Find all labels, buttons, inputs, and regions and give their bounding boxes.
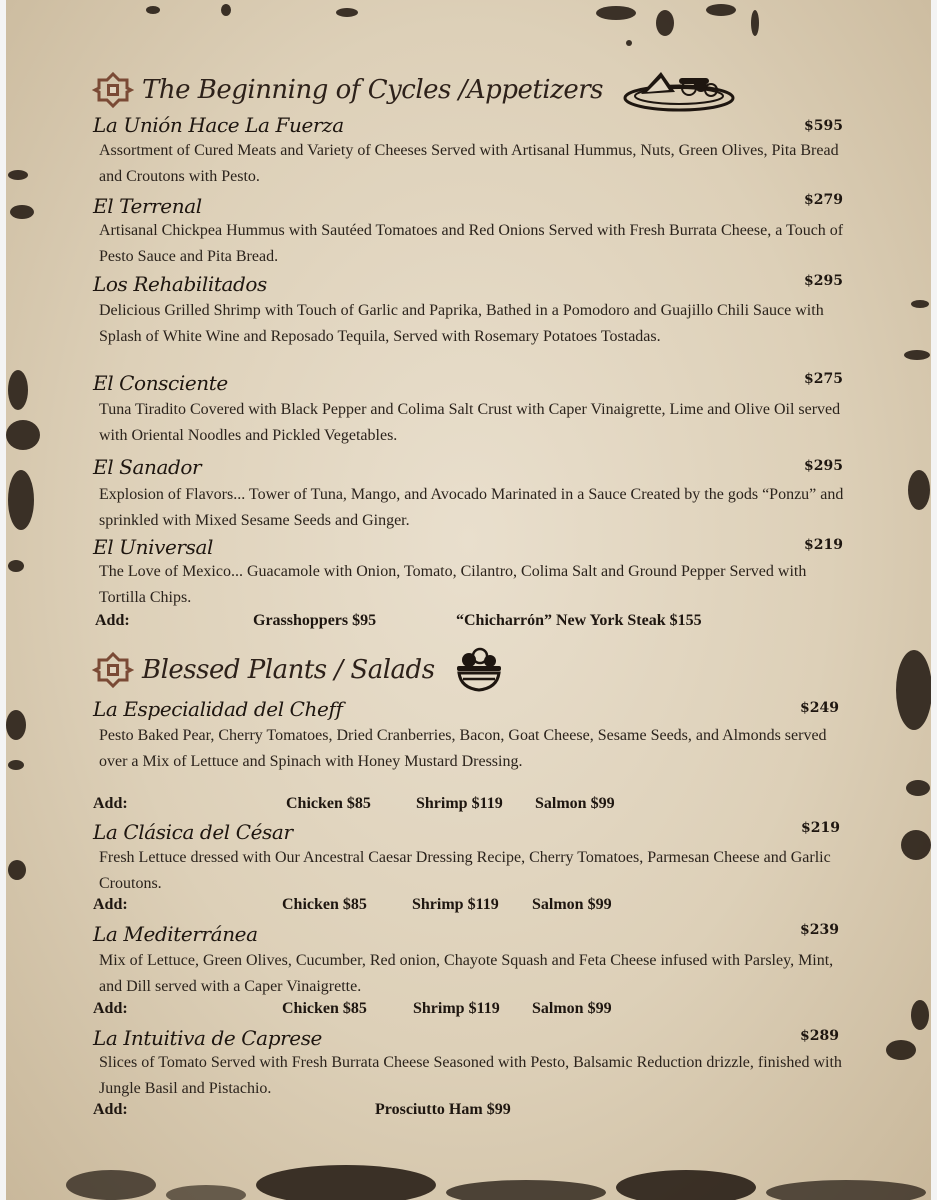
item-price: $595 bbox=[804, 118, 843, 134]
item-name: El Consciente bbox=[93, 371, 228, 395]
item-price: $279 bbox=[804, 192, 843, 208]
salads-header bbox=[92, 646, 505, 694]
add-option: Shrimp $119 bbox=[416, 795, 503, 812]
item-name: El Sanador bbox=[93, 455, 202, 479]
menu-page bbox=[6, 0, 931, 1200]
item-name: La Intuitiva de Caprese bbox=[93, 1026, 322, 1050]
salad-bowl-icon bbox=[453, 646, 505, 694]
add-option: Chicken $85 bbox=[286, 795, 371, 812]
item-price: $289 bbox=[800, 1028, 839, 1044]
item-name: La Especialidad del Cheff bbox=[93, 697, 343, 721]
appetizer-platter-icon bbox=[621, 66, 737, 114]
item-name: Los Rehabilitados bbox=[93, 272, 267, 296]
add-option: Chicken $85 bbox=[282, 1000, 367, 1017]
item-name: El Universal bbox=[93, 535, 213, 559]
item-name: La Unión Hace La Fuerza bbox=[93, 113, 344, 137]
add-label: Add: bbox=[95, 612, 130, 629]
add-option: Salmon $99 bbox=[532, 896, 612, 913]
item-description: Artisanal Chickpea Hummus with Sautéed Tomatoes and Red Onions Served with Fresh Burrata Cheese, a Touch of Pesto Sauce and Pita Bread. bbox=[99, 222, 844, 265]
add-option: Chicken $85 bbox=[282, 896, 367, 913]
add-label: Add: bbox=[93, 1101, 128, 1118]
item-price: $239 bbox=[800, 922, 839, 938]
section-title: The Beginning of Cycles /Appetizers bbox=[142, 75, 603, 105]
item-description: Slices of Tomato Served with Fresh Burrata Cheese Seasoned with Pesto, Balsamic Reduction drizzle, finished with Jungle Basil and Pistachio. bbox=[99, 1054, 842, 1097]
page-edge-left bbox=[0, 0, 6, 1200]
add-option: Salmon $99 bbox=[532, 1000, 612, 1017]
add-option: Shrimp $119 bbox=[412, 896, 499, 913]
add-option: Salmon $99 bbox=[535, 795, 615, 812]
page-edge-right bbox=[931, 0, 937, 1200]
item-description: Explosion of Flavors... Tower of Tuna, Mango, and Avocado Marinated in a Sauce Created by the gods “Ponzu” and sprinkled with Mixed Sesame Seeds and Ginger. bbox=[99, 486, 844, 529]
add-label: Add: bbox=[93, 896, 128, 913]
section-title: Blessed Plants / Salads bbox=[142, 655, 435, 685]
item-name: El Terrenal bbox=[93, 194, 202, 218]
add-option: Prosciutto Ham $99 bbox=[375, 1101, 511, 1118]
item-price: $249 bbox=[800, 700, 839, 716]
add-label: Add: bbox=[93, 1000, 128, 1017]
aztec-ornament-icon bbox=[92, 651, 134, 689]
item-price: $275 bbox=[804, 371, 843, 387]
aztec-ornament-icon bbox=[92, 71, 134, 109]
item-description: Delicious Grilled Shrimp with Touch of Garlic and Paprika, Bathed in a Pomodoro and Guajillo Chili Sauce with Splash of White Wine and Reposado Tequila, Served with Rosemary Potatoes Tostadas. bbox=[99, 302, 824, 345]
item-description: Tuna Tiradito Covered with Black Pepper and Colima Salt Crust with Caper Vinaigrette, Lime and Olive Oil served with Oriental Noodles and Pickled Vegetables. bbox=[99, 401, 841, 444]
item-description: Pesto Baked Pear, Cherry Tomatoes, Dried Cranberries, Bacon, Goat Cheese, Sesame Seeds, and Almonds served over a Mix of Lettuce and Spinach with Honey Mustard Dressing. bbox=[99, 727, 827, 770]
item-price: $219 bbox=[801, 820, 840, 836]
item-price: $295 bbox=[804, 458, 843, 474]
item-name: La Clásica del César bbox=[93, 820, 293, 844]
item-price: $295 bbox=[804, 273, 843, 289]
item-description: Mix of Lettuce, Green Olives, Cucumber, Red onion, Chayote Squash and Feta Cheese infused with Parsley, Mint, and Dill served with a Caper Vinaigrette. bbox=[99, 952, 834, 995]
add-label: Add: bbox=[93, 795, 128, 812]
item-description: Fresh Lettuce dressed with Our Ancestral Caesar Dressing Recipe, Cherry Tomatoes, Parmesan Cheese and Garlic Croutons. bbox=[99, 849, 831, 892]
add-option: Grasshoppers $95 bbox=[253, 612, 377, 629]
item-description: The Love of Mexico... Guacamole with Onion, Tomato, Cilantro, Colima Salt and Ground Pepper Served with Tortilla Chips. bbox=[99, 563, 807, 606]
item-name: La Mediterránea bbox=[93, 922, 258, 946]
item-price: $219 bbox=[804, 537, 843, 553]
add-option: Shrimp $119 bbox=[413, 1000, 500, 1017]
add-option: “Chicharrón” New York Steak $155 bbox=[456, 612, 702, 629]
item-description: Assortment of Cured Meats and Variety of Cheeses Served with Artisanal Hummus, Nuts, Green Olives, Pita Bread and Croutons with Pesto. bbox=[99, 142, 839, 185]
appetizers-header bbox=[92, 66, 737, 114]
